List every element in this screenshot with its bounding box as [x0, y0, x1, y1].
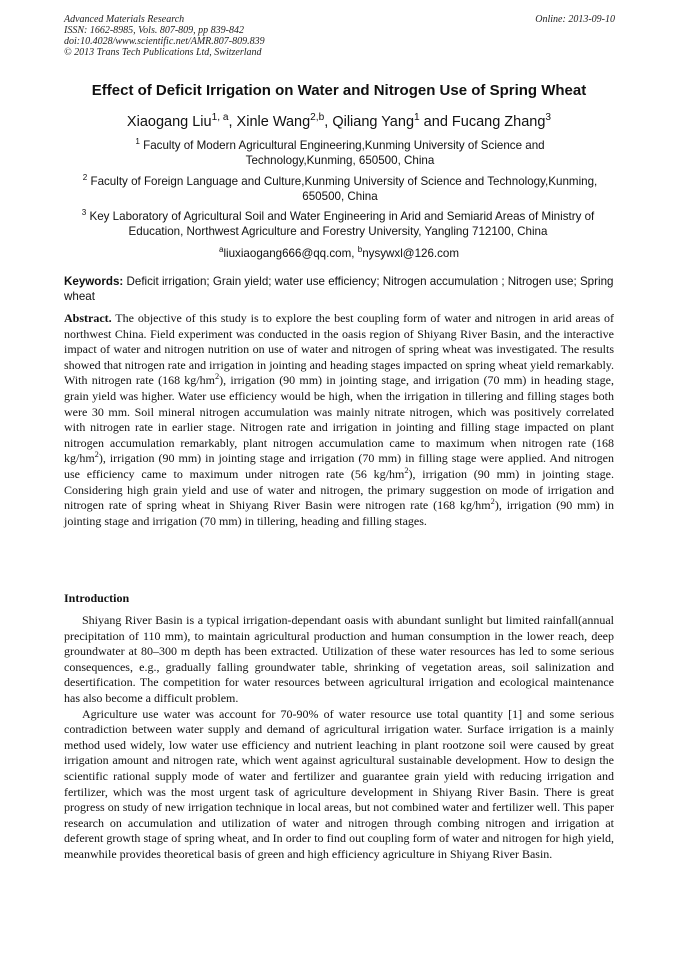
keywords-block [64, 274, 614, 304]
superscript: 2 [214, 372, 220, 382]
author-sup: 3 [545, 112, 552, 124]
affiliation-1 [80, 138, 600, 168]
affiliation-sup: 3 [81, 208, 87, 218]
author-separator: , [228, 114, 237, 130]
author-sup: 1 [414, 112, 420, 124]
author-emails [40, 246, 638, 261]
abstract-text: ), irrigation (90 mm) in jointing stage and irrigation (70 mm) in filling stage were applied. And nitrogen use efficiency came to maximum under nitrogen rate (56 kg/hm [64, 451, 614, 481]
author-separator: , [324, 114, 333, 130]
email-sup: a [218, 245, 224, 255]
abstract-text: ), irrigation (90 mm) in jointing stage and irrigation (70 mm) in tillering, heading and filling stages. [64, 498, 614, 528]
issn-line: ISSN: 1662-8985, Vols. 807-809, pp 839-842 [64, 25, 244, 36]
paper-title: Effect of Deficit Irrigation on Water and Nitrogen Use of Spring Wheat [91, 82, 587, 99]
email-separator: , [351, 247, 358, 260]
online-date: Online: 2013-09-10 [535, 14, 615, 25]
author-name: Qiliang Yang [332, 114, 415, 130]
superscript: 2 [94, 450, 99, 460]
affiliation-text: Faculty of Foreign Language and Culture,Kunming University of Science and Technology,Kunming, 650500, China [90, 175, 598, 203]
affiliation-sup: 1 [135, 137, 140, 147]
keywords-text: Deficit irrigation; Grain yield; water use efficiency; Nitrogen accumulation ; Nitrogen use; Spring wheat [64, 275, 614, 303]
superscript: 2 [404, 465, 409, 475]
email-link[interactable]: nysywxl@126.com [362, 247, 460, 260]
author-sup: 2,b [310, 112, 325, 124]
author-name: Xinle Wang [236, 114, 311, 130]
author-name: Fucang Zhang [451, 114, 546, 130]
superscript: 2 [490, 497, 495, 507]
doi-line: doi:10.4028/www.scientific.net/AMR.807-809.839 [64, 36, 265, 47]
author-separator: and [419, 114, 452, 130]
author-sup: 1, a [211, 112, 229, 124]
keywords-label: Keywords: [64, 275, 124, 288]
journal-header [64, 14, 464, 58]
affiliation-text: Key Laboratory of Agricultural Soil and Water Engineering in Arid and Semiarid Areas of Ministry of Education, Northwest Agriculture and Forestry University, Yangling 712100, China [89, 210, 595, 238]
journal-name: Advanced Materials Research [64, 14, 185, 25]
introduction-body [64, 613, 614, 863]
affiliation-2 [80, 174, 600, 204]
abstract-text: The objective of this study is to explore the best coupling form of water and nitrogen in arid areas of northwest China. Field experiment was conducted in the oasis region of Shiyang River Basin, and the interactive impact of water and nitrogen nutrition on use of water and nitrogen of spring wheat was investigated. The results showed that nitrogen rate and irrigation in jointing and heading stages impacted on spring wheat yield remarkably. With nitrogen rate (168 kg/hm [64, 311, 614, 388]
paragraph: Agriculture use water was account for 70-90% of water resource use total quantity [1] and some serious contradiction between water supply and demand of agricultural irrigation water. Surface irrigation is a mainly method used widely, low water use efficiency and nutrient leaching in plant rootzone soil were caused by great irrigation amount and nitrogen rate, which went against agricultural sustainable development. How to design the scientific rational supply mode of water and fertilizer and guarantee grain yield with reducing irrigation and fertilizer, which was the most urgent task of agriculture development in Shiyang River Basin. There is great progress on study of new irrigation technique in local areas, but not combined water and fertilizer well. This paper research on accumulation and utilization of water and nitrogen through combing nitrogen and irrigation at deferent growth stage of spring wheat, and In order to find out coupling form of water and nitrogen for high yield, meanwhile provides theoretical basis of green and high efficiency agriculture in Shiyang River Basin. [64, 706, 614, 861]
abstract-text: ), irrigation (90 mm) in jointing stage. Considering high grain yield and use of water and nitrogen, the primary suggestion on mode of irrigation and nitrogen rate of spring wheat in Shiyang River Basin were nitrogen rate (168 kg/hm [64, 466, 614, 513]
affiliation-text: Faculty of Modern Agricultural Engineering,Kunming University of Science and Technology,Kunming, 650500, China [143, 139, 545, 167]
email-sup: b [357, 245, 363, 255]
abstract-label: Abstract. [64, 311, 112, 325]
paragraph: Shiyang River Basin is a typical irrigation-dependant oasis with abundant sunlight but limited rainfall(annual precipitation of 110 mm), to maintain agricultural production and human consumption in the lower reach, deep groundwater at 80–300 m depth has been extracted. Utilization of these water resources has led to some serious consequences, e.g., gradually falling groundwater table, shrinking of vegetation areas, soil salinization and desertification. The competition for water resources between agricultural irrigation and ecological maintenance has also become a difficult problem. [64, 613, 614, 705]
affiliation-3 [58, 209, 618, 239]
author-list [40, 113, 638, 131]
abstract-text: ), irrigation (90 mm) in jointing stage, and irrigation (70 mm) in heading stage, grain yield was higher. Water use efficiency would be high, when the irrigation in tillering and filling stages both were 30 mm. Soil mineral nitrogen accumulation was mainly nitrate nitrogen, which was positively correlated with nitrogen rate in earlier stage. Nitrogen rate and irrigation in jointing and filling stage impacted on plant nitrogen accumulation remarkably, plant nitrogen accumulation came to maximum when nitrogen rate (168 kg/hm [64, 373, 614, 466]
copyright-line: © 2013 Trans Tech Publications Ltd, Switzerland [64, 47, 262, 58]
author-name: Xiaogang Liu [126, 114, 212, 130]
abstract-block [64, 311, 614, 529]
email-link[interactable]: liuxiaogang666@qq.com [223, 247, 352, 260]
affiliation-sup: 2 [82, 173, 88, 183]
section-heading-introduction: Introduction [64, 591, 130, 605]
